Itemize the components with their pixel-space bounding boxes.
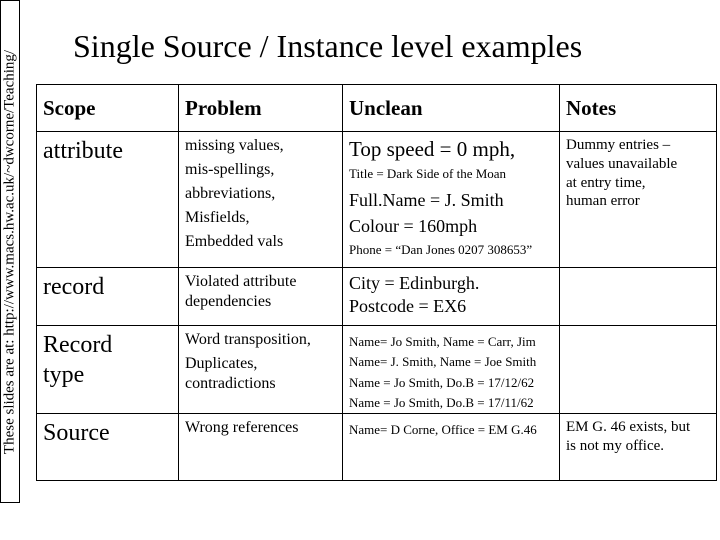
- unclean-cell: [343, 326, 560, 414]
- header-problem: Problem: [179, 85, 343, 132]
- table-header-row: [37, 85, 717, 132]
- slides-url-text: These slides are at: http://www.macs.hw.ac.uk/~dwcorne/Teaching/: [1, 49, 18, 454]
- unclean-line: Name = Jo Smith, Do.B = 17/11/62: [349, 394, 534, 410]
- unclean-line: Name= Jo Smith, Name = Carr, Jim: [349, 334, 536, 349]
- notes-cell: [560, 414, 717, 481]
- problem-line: Embedded vals: [185, 233, 284, 250]
- header-unclean: Unclean: [343, 85, 560, 132]
- unclean-line: Postcode = EX6: [349, 295, 467, 316]
- problem-line: Violated attribute: [185, 273, 297, 290]
- unclean-line: Name= J. Smith, Name = Joe Smith: [349, 354, 537, 370]
- scope-text: record: [43, 274, 105, 300]
- notes-cell: [560, 268, 717, 326]
- unclean-line: Colour = 160mph: [349, 216, 478, 236]
- scope-text: Source: [43, 420, 110, 446]
- problem-line: Wrong references: [185, 419, 299, 436]
- notes-line: EM G. 46 exists, but: [566, 419, 691, 435]
- url-sidebar: [0, 0, 20, 503]
- unclean-line: Name = Jo Smith, Do.B = 17/12/62: [349, 374, 535, 390]
- notes-line: is not my office.: [566, 437, 665, 454]
- unclean-line: Top speed = 0 mph,: [349, 137, 516, 161]
- problem-line: dependencies: [185, 293, 272, 310]
- problem-cell: [179, 268, 343, 326]
- unclean-line: Full.Name = J. Smith: [349, 189, 504, 210]
- table-row-record-type: [37, 326, 717, 414]
- scope-text: type: [43, 362, 85, 388]
- scope-text: attribute: [43, 138, 123, 164]
- unclean-cell: [343, 132, 560, 268]
- table-row-record: [37, 268, 717, 326]
- scope-cell: [37, 268, 179, 326]
- scope-cell: [37, 132, 179, 268]
- notes-line: at entry time,: [566, 174, 646, 191]
- problem-cell: [179, 414, 343, 481]
- header-notes: Notes: [560, 85, 717, 132]
- examples-table: [36, 84, 717, 481]
- notes-cell: [560, 132, 717, 268]
- unclean-cell: [343, 414, 560, 481]
- problem-line: Misfields,: [185, 209, 250, 226]
- problem-line: contradictions: [185, 375, 276, 392]
- problem-line: missing values,: [185, 137, 284, 154]
- unclean-line: Name= D Corne, Office = EM G.46: [349, 422, 537, 437]
- scope-cell: [37, 414, 179, 481]
- table-row-source: [37, 414, 717, 481]
- problem-line: abbreviations,: [185, 185, 276, 202]
- problem-line: Duplicates,: [185, 355, 258, 372]
- notes-line: human error: [566, 193, 640, 210]
- notes-line: values unavailable: [566, 155, 678, 172]
- problem-cell: [179, 132, 343, 268]
- unclean-line: Phone = “Dan Jones 0207 308653”: [349, 241, 533, 257]
- problem-line: mis-spellings,: [185, 161, 275, 178]
- problem-line: Word transposition,: [185, 331, 311, 348]
- table-row-attribute: [37, 132, 717, 268]
- unclean-line: Title = Dark Side of the Moan: [349, 166, 507, 182]
- problem-cell: [179, 326, 343, 414]
- scope-cell: [37, 326, 179, 414]
- notes-line: Dummy entries –: [566, 137, 671, 153]
- unclean-cell: [343, 268, 560, 326]
- unclean-line: City = Edinburgh.: [349, 273, 480, 293]
- notes-cell: [560, 326, 717, 414]
- header-scope: Scope: [37, 85, 179, 132]
- slide-title: Single Source / Instance level examples: [73, 28, 583, 64]
- scope-text: Record: [43, 332, 113, 358]
